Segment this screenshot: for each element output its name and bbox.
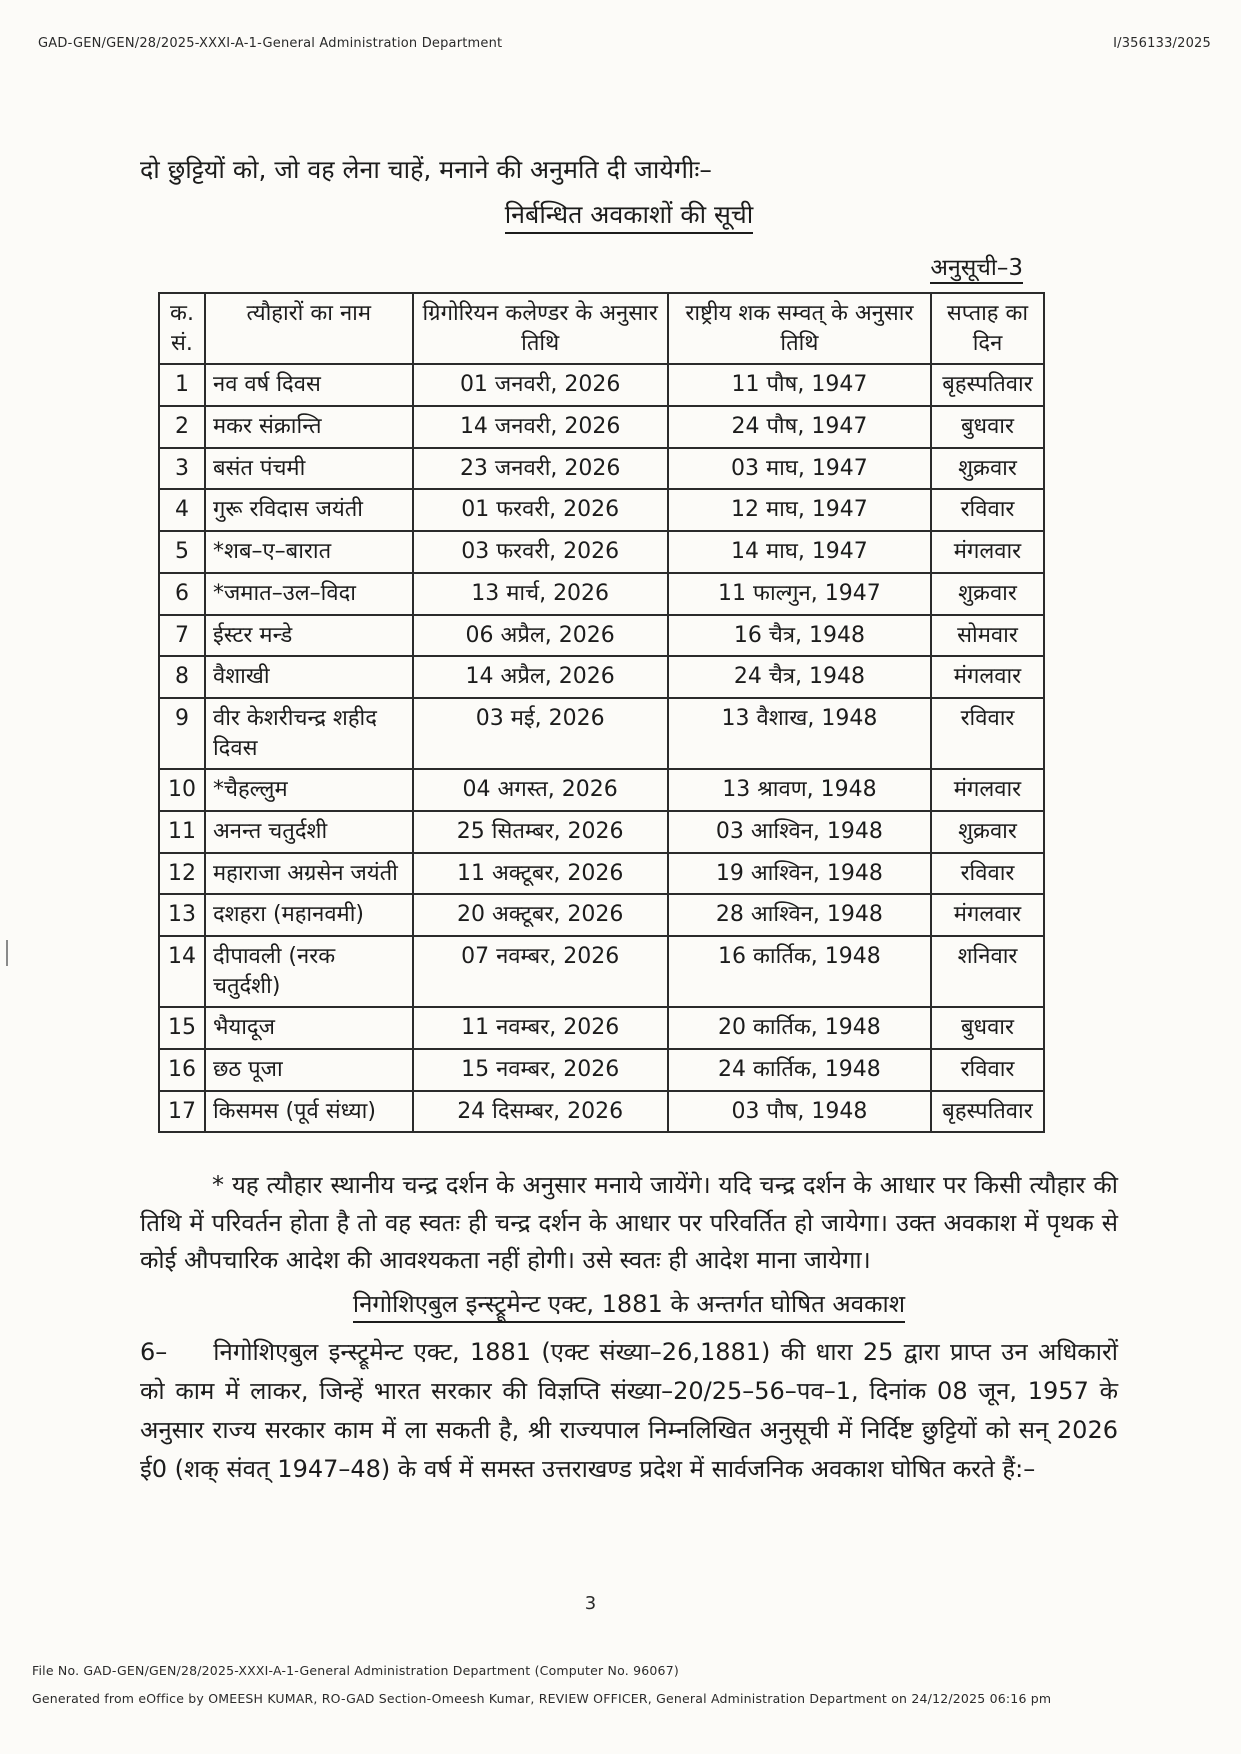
festival-name-cell: भैयादूज	[205, 1007, 413, 1049]
gregorian-date-cell: 06 अप्रैल, 2026	[413, 615, 668, 657]
weekday-cell: बुधवार	[931, 406, 1044, 448]
schedule-label-wrap	[140, 250, 1118, 284]
table-row	[159, 936, 1044, 1007]
festival-name-cell: *चैहल्लुम	[205, 769, 413, 811]
shaka-date-cell: 24 कार्तिक, 1948	[668, 1049, 931, 1091]
document-footer	[32, 1657, 1209, 1715]
festival-name-cell: दीपावली (नरक चतुर्दशी)	[205, 936, 413, 1007]
table-row	[159, 1007, 1044, 1049]
gregorian-date-cell: 11 नवम्बर, 2026	[413, 1007, 668, 1049]
table-row	[159, 698, 1044, 769]
festival-name-cell: वीर केशरीचन्द्र शहीद दिवस	[205, 698, 413, 769]
gregorian-date-cell: 15 नवम्बर, 2026	[413, 1049, 668, 1091]
gregorian-date-cell: 04 अगस्त, 2026	[413, 769, 668, 811]
list-title-wrap	[140, 197, 1118, 234]
clause-6-paragraph	[140, 1333, 1118, 1489]
clause-number: 6–	[140, 1338, 168, 1366]
weekday-cell: सोमवार	[931, 615, 1044, 657]
gregorian-date-cell: 07 नवम्बर, 2026	[413, 936, 668, 1007]
shaka-date-cell: 03 पौष, 1948	[668, 1091, 931, 1133]
header-serial: क. सं.	[159, 293, 205, 364]
weekday-cell: मंगलवार	[931, 894, 1044, 936]
shaka-date-cell: 19 आश्विन, 1948	[668, 853, 931, 895]
negotiable-instruments-heading: निगोशिएबुल इन्स्ट्रूमेन्ट एक्ट, 1881 के अन्तर्गत घोषित अवकाश	[353, 1287, 905, 1323]
gregorian-date-cell: 23 जनवरी, 2026	[413, 448, 668, 490]
weekday-cell: बृहस्पतिवार	[931, 1091, 1044, 1133]
serial-cell: 14	[159, 936, 205, 1007]
festival-name-cell: गुरू रविदास जयंती	[205, 489, 413, 531]
gregorian-date-cell: 01 फरवरी, 2026	[413, 489, 668, 531]
shaka-date-cell: 16 कार्तिक, 1948	[668, 936, 931, 1007]
weekday-cell: रविवार	[931, 1049, 1044, 1091]
shaka-date-cell: 12 माघ, 1947	[668, 489, 931, 531]
table-row	[159, 853, 1044, 895]
table-row	[159, 531, 1044, 573]
intro-line: दो छुट्टियों को, जो वह लेना चाहें, मनाने की अनुमति दी जायेगीः–	[140, 155, 712, 184]
serial-cell: 17	[159, 1091, 205, 1133]
table-header-row	[159, 293, 1044, 364]
shaka-date-cell: 11 फाल्गुन, 1947	[668, 573, 931, 615]
festival-name-cell: बसंत पंचमी	[205, 448, 413, 490]
weekday-cell: रविवार	[931, 698, 1044, 769]
shaka-date-cell: 14 माघ, 1947	[668, 531, 931, 573]
serial-cell: 12	[159, 853, 205, 895]
list-title: निर्बन्धित अवकाशों की सूची	[505, 197, 754, 234]
table-row	[159, 364, 1044, 406]
serial-cell: 11	[159, 811, 205, 853]
gregorian-date-cell: 14 अप्रैल, 2026	[413, 656, 668, 698]
serial-cell: 1	[159, 364, 205, 406]
weekday-cell: रविवार	[931, 853, 1044, 895]
weekday-cell: मंगलवार	[931, 656, 1044, 698]
document-header	[38, 36, 1211, 51]
shaka-date-cell: 20 कार्तिक, 1948	[668, 1007, 931, 1049]
table-row	[159, 489, 1044, 531]
festival-name-cell: वैशाखी	[205, 656, 413, 698]
gregorian-date-cell: 25 सितम्बर, 2026	[413, 811, 668, 853]
shaka-date-cell: 13 वैशाख, 1948	[668, 698, 931, 769]
header-festival-name: त्यौहारों का नाम	[205, 293, 413, 364]
table-row	[159, 406, 1044, 448]
shaka-date-cell: 11 पौष, 1947	[668, 364, 931, 406]
serial-cell: 5	[159, 531, 205, 573]
shaka-date-cell: 03 माघ, 1947	[668, 448, 931, 490]
festival-name-cell: ईस्टर मन्डे	[205, 615, 413, 657]
festival-name-cell: अनन्त चतुर्दशी	[205, 811, 413, 853]
document-body	[140, 152, 1118, 1489]
scan-artifact-mark	[6, 940, 8, 966]
serial-cell: 2	[159, 406, 205, 448]
weekday-cell: शुक्रवार	[931, 573, 1044, 615]
shaka-date-cell: 16 चैत्र, 1948	[668, 615, 931, 657]
gregorian-date-cell: 11 अक्टूबर, 2026	[413, 853, 668, 895]
gregorian-date-cell: 01 जनवरी, 2026	[413, 364, 668, 406]
clause-text: निगोशिएबुल इन्स्ट्रूमेन्ट एक्ट, 1881 (एक्ट संख्या–26,1881) की धारा 25 द्वारा प्राप्त उन अधिकारों को काम में लाकर, जिन्हें भारत सरकार की विज्ञप्ति संख्या–20/25–56–पव–1, दिनांक 08 जून, 1957 के अनुसार राज्य सरकार काम में ला सकती है, श्री राज्यपाल निम्नलिखित अनुसूची में निर्दिष्ट छुट्टियों को सन् 2026 ई0 (शक् संवत् 1947–48) के वर्ष में समस्त उत्तराखण्ड प्रदेश में सार्वजनिक अवकाश घोषित करते हैं:–	[140, 1338, 1118, 1483]
schedule-label: अनुसूची–3	[930, 250, 1023, 284]
shaka-date-cell: 28 आश्विन, 1948	[668, 894, 931, 936]
serial-cell: 16	[159, 1049, 205, 1091]
footer-file-number: File No. GAD-GEN/GEN/28/2025-XXXI-A-1-General Administration Department (Computer No. 96067)	[32, 1662, 679, 1678]
gregorian-date-cell: 14 जनवरी, 2026	[413, 406, 668, 448]
gregorian-date-cell: 20 अक्टूबर, 2026	[413, 894, 668, 936]
header-gregorian-date: ग्रिगोरियन कलेण्डर के अनुसार तिथि	[413, 293, 668, 364]
file-reference: GAD-GEN/GEN/28/2025-XXXI-A-1-General Administration Department	[38, 36, 503, 51]
shaka-date-cell: 24 चैत्र, 1948	[668, 656, 931, 698]
serial-cell: 9	[159, 698, 205, 769]
gregorian-date-cell: 03 फरवरी, 2026	[413, 531, 668, 573]
weekday-cell: मंगलवार	[931, 769, 1044, 811]
shaka-date-cell: 13 श्रावण, 1948	[668, 769, 931, 811]
page-number: 3	[584, 1593, 597, 1614]
table-row	[159, 448, 1044, 490]
table-row	[159, 1091, 1044, 1133]
weekday-cell: मंगलवार	[931, 531, 1044, 573]
festival-name-cell: नव वर्ष दिवस	[205, 364, 413, 406]
weekday-cell: बुधवार	[931, 1007, 1044, 1049]
gregorian-date-cell: 24 दिसम्बर, 2026	[413, 1091, 668, 1133]
shaka-date-cell: 03 आश्विन, 1948	[668, 811, 931, 853]
festival-name-cell: *जमात–उल–विदा	[205, 573, 413, 615]
weekday-cell: शनिवार	[931, 936, 1044, 1007]
section-heading-wrap	[140, 1287, 1118, 1323]
weekday-cell: शुक्रवार	[931, 448, 1044, 490]
serial-cell: 4	[159, 489, 205, 531]
table-row	[159, 1049, 1044, 1091]
weekday-cell: शुक्रवार	[931, 811, 1044, 853]
table-row	[159, 811, 1044, 853]
header-shaka-date: राष्ट्रीय शक सम्वत् के अनुसार तिथि	[668, 293, 931, 364]
header-weekday: सप्ताह का दिन	[931, 293, 1044, 364]
shaka-date-cell: 24 पौष, 1947	[668, 406, 931, 448]
serial-cell: 15	[159, 1007, 205, 1049]
festival-name-cell: *शब–ए–बारात	[205, 531, 413, 573]
lunar-sighting-note: * यह त्यौहार स्थानीय चन्द्र दर्शन के अनुसार मनाये जायेंगे। यदि चन्द्र दर्शन के आधार पर किसी त्यौहार की तिथि में परिवर्तन होता है तो वह स्वतः ही चन्द्र दर्शन के आधार पर परिवर्तित हो जायेगा। उक्त अवकाश में पृथक से कोई औपचारिक आदेश की आवश्यकता नहीं होगी। उसे स्वतः ही आदेश माना जायेगा।	[140, 1171, 1118, 1274]
table-row	[159, 573, 1044, 615]
serial-cell: 10	[159, 769, 205, 811]
festival-name-cell: छठ पूजा	[205, 1049, 413, 1091]
gregorian-date-cell: 13 मार्च, 2026	[413, 573, 668, 615]
festival-name-cell: मकर संक्रान्ति	[205, 406, 413, 448]
weekday-cell: रविवार	[931, 489, 1044, 531]
serial-cell: 8	[159, 656, 205, 698]
gregorian-date-cell: 03 मई, 2026	[413, 698, 668, 769]
document-id: I/356133/2025	[1113, 36, 1211, 51]
festival-name-cell: महाराजा अग्रसेन जयंती	[205, 853, 413, 895]
festival-name-cell: दशहरा (महानवमी)	[205, 894, 413, 936]
table-row	[159, 656, 1044, 698]
serial-cell: 13	[159, 894, 205, 936]
table-row	[159, 894, 1044, 936]
serial-cell: 6	[159, 573, 205, 615]
serial-cell: 3	[159, 448, 205, 490]
serial-cell: 7	[159, 615, 205, 657]
table-row	[159, 615, 1044, 657]
restricted-holidays-table	[158, 292, 1045, 1133]
holiday-table-body	[159, 364, 1044, 1132]
weekday-cell: बृहस्पतिवार	[931, 364, 1044, 406]
table-row	[159, 769, 1044, 811]
festival-name-cell: किसमस (पूर्व संध्या)	[205, 1091, 413, 1133]
footer-generated-by: Generated from eOffice by OMEESH KUMAR, RO-GAD Section-Omeesh Kumar, REVIEW OFFICER, General Administration Department on 24/12/2025 06:16 pm	[32, 1691, 1052, 1707]
